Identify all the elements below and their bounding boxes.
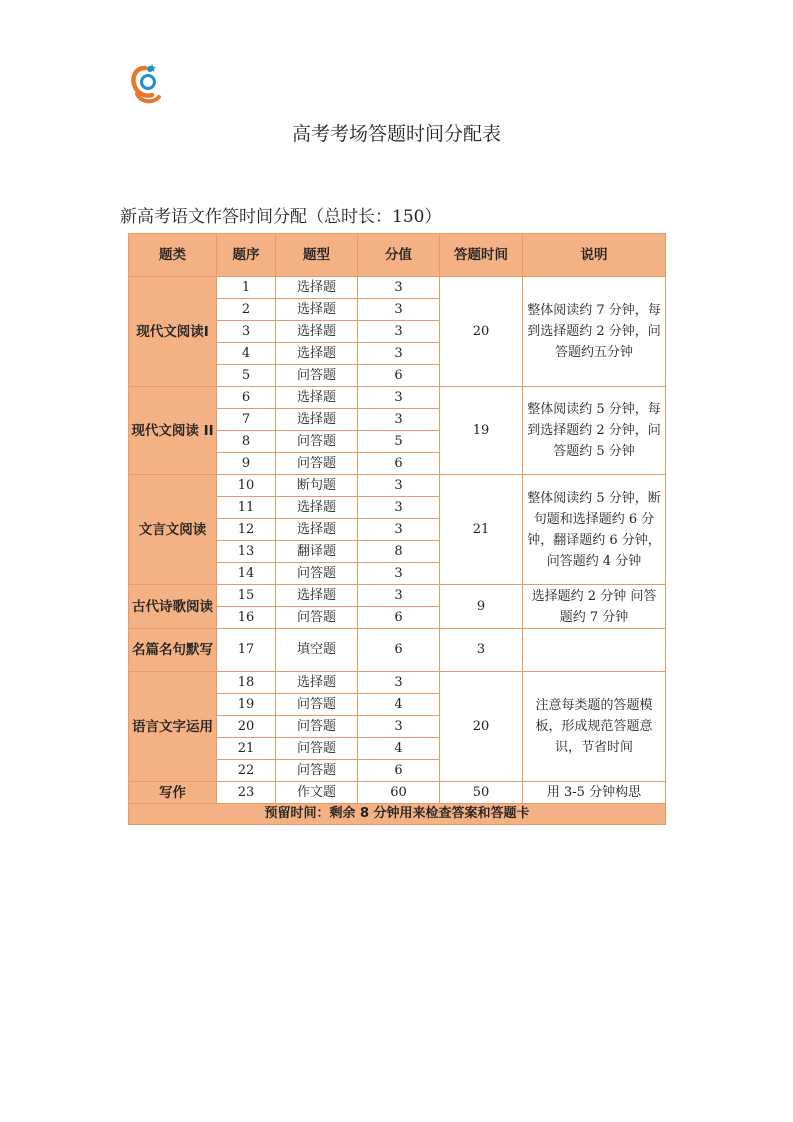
question-number-cell: 2 — [217, 299, 276, 321]
question-type-cell: 断句题 — [276, 475, 358, 497]
question-number-cell: 18 — [217, 672, 276, 694]
question-type-cell: 问答题 — [276, 716, 358, 738]
question-type-cell: 选择题 — [276, 321, 358, 343]
answer-time-cell: 19 — [440, 387, 523, 475]
table-row — [129, 782, 666, 804]
score-cell: 3 — [358, 672, 440, 694]
question-number-cell: 1 — [217, 277, 276, 299]
score-cell: 4 — [358, 694, 440, 716]
question-number-cell: 22 — [217, 760, 276, 782]
note-cell: 整体阅读约 5 分钟，断句题和选择题约 6 分钟，翻译题约 6 分钟，问答题约 4 分钟 — [523, 475, 666, 585]
score-cell: 6 — [358, 629, 440, 672]
score-cell: 3 — [358, 409, 440, 431]
question-type-cell: 选择题 — [276, 672, 358, 694]
question-type-cell: 问答题 — [276, 453, 358, 475]
score-cell: 5 — [358, 431, 440, 453]
score-cell: 3 — [358, 519, 440, 541]
question-type-cell: 问答题 — [276, 694, 358, 716]
question-type-cell: 问答题 — [276, 760, 358, 782]
answer-time-cell: 50 — [440, 782, 523, 804]
score-cell: 3 — [358, 387, 440, 409]
note-cell: 整体阅读约 5 分钟，每到选择题约 2 分钟，问答题约 5 分钟 — [523, 387, 666, 475]
table-row — [129, 475, 666, 497]
score-cell: 3 — [358, 475, 440, 497]
score-cell: 3 — [358, 585, 440, 607]
table-row — [129, 672, 666, 694]
answer-time-cell: 3 — [440, 629, 523, 672]
question-number-cell: 20 — [217, 716, 276, 738]
note-cell: 选择题约 2 分钟 问答题约 7 分钟 — [523, 585, 666, 629]
question-type-cell: 选择题 — [276, 277, 358, 299]
score-cell: 3 — [358, 299, 440, 321]
question-number-cell: 9 — [217, 453, 276, 475]
question-type-cell: 问答题 — [276, 365, 358, 387]
answer-time-cell: 9 — [440, 585, 523, 629]
score-cell: 6 — [358, 365, 440, 387]
question-number-cell: 4 — [217, 343, 276, 365]
score-cell: 3 — [358, 563, 440, 585]
question-number-cell: 13 — [217, 541, 276, 563]
table-subtitle: 新高考语文作答时间分配（总时长：150） — [120, 207, 442, 227]
question-number-cell: 3 — [217, 321, 276, 343]
question-type-cell: 选择题 — [276, 343, 358, 365]
question-number-cell: 12 — [217, 519, 276, 541]
question-type-cell: 选择题 — [276, 299, 358, 321]
table-row — [129, 585, 666, 607]
question-type-cell: 问答题 — [276, 563, 358, 585]
score-cell: 8 — [358, 541, 440, 563]
table-body — [129, 277, 666, 804]
answer-time-cell: 20 — [440, 277, 523, 387]
question-number-cell: 14 — [217, 563, 276, 585]
header-type: 题型 — [276, 234, 358, 277]
time-allocation-table — [128, 233, 666, 825]
score-cell: 4 — [358, 738, 440, 760]
header-time: 答题时间 — [440, 234, 523, 277]
table-row — [129, 387, 666, 409]
question-number-cell: 17 — [217, 629, 276, 672]
category-cell: 文言文阅读 — [129, 475, 217, 585]
page-title: 高考考场答题时间分配表 — [291, 123, 501, 145]
score-cell: 6 — [358, 760, 440, 782]
score-cell: 6 — [358, 607, 440, 629]
question-type-cell: 选择题 — [276, 409, 358, 431]
question-number-cell: 21 — [217, 738, 276, 760]
question-type-cell: 选择题 — [276, 585, 358, 607]
score-cell: 3 — [358, 716, 440, 738]
score-cell: 3 — [358, 321, 440, 343]
note-cell: 用 3-5 分钟构思 — [523, 782, 666, 804]
question-type-cell: 问答题 — [276, 431, 358, 453]
category-cell: 现代文阅读 II — [129, 387, 217, 475]
score-cell: 3 — [358, 277, 440, 299]
question-number-cell: 5 — [217, 365, 276, 387]
score-cell: 3 — [358, 497, 440, 519]
note-cell — [523, 629, 666, 672]
table-row — [129, 629, 666, 672]
note-cell: 整体阅读约 7 分钟，每到选择题约 2 分钟，问答题约五分钟 — [523, 277, 666, 387]
answer-time-cell: 21 — [440, 475, 523, 585]
question-type-cell: 作文题 — [276, 782, 358, 804]
category-cell: 现代文阅读Ⅰ — [129, 277, 217, 387]
category-cell: 语言文字运用 — [129, 672, 217, 782]
question-type-cell: 选择题 — [276, 497, 358, 519]
question-number-cell: 16 — [217, 607, 276, 629]
question-type-cell: 问答题 — [276, 738, 358, 760]
question-number-cell: 19 — [217, 694, 276, 716]
question-type-cell: 问答题 — [276, 607, 358, 629]
reserve-time-note: 预留时间：剩余 8 分钟用来检查答案和答题卡 — [129, 804, 666, 825]
question-type-cell: 选择题 — [276, 519, 358, 541]
brand-logo-icon — [128, 60, 164, 108]
question-number-cell: 8 — [217, 431, 276, 453]
question-number-cell: 7 — [217, 409, 276, 431]
question-number-cell: 23 — [217, 782, 276, 804]
score-cell: 60 — [358, 782, 440, 804]
question-type-cell: 翻译题 — [276, 541, 358, 563]
table-row — [129, 277, 666, 299]
category-cell: 古代诗歌阅读 — [129, 585, 217, 629]
question-number-cell: 6 — [217, 387, 276, 409]
header-number: 题序 — [217, 234, 276, 277]
table-header-row — [129, 234, 666, 277]
question-number-cell: 10 — [217, 475, 276, 497]
footer-row — [129, 804, 666, 825]
note-cell: 注意每类题的答题模板，形成规范答题意识，节省时间 — [523, 672, 666, 782]
category-cell: 写作 — [129, 782, 217, 804]
question-type-cell: 填空题 — [276, 629, 358, 672]
header-score: 分值 — [358, 234, 440, 277]
question-number-cell: 15 — [217, 585, 276, 607]
header-note: 说明 — [523, 234, 666, 277]
category-cell: 名篇名句默写 — [129, 629, 217, 672]
score-cell: 3 — [358, 343, 440, 365]
question-number-cell: 11 — [217, 497, 276, 519]
score-cell: 6 — [358, 453, 440, 475]
header-category: 题类 — [129, 234, 217, 277]
question-type-cell: 选择题 — [276, 387, 358, 409]
answer-time-cell: 20 — [440, 672, 523, 782]
